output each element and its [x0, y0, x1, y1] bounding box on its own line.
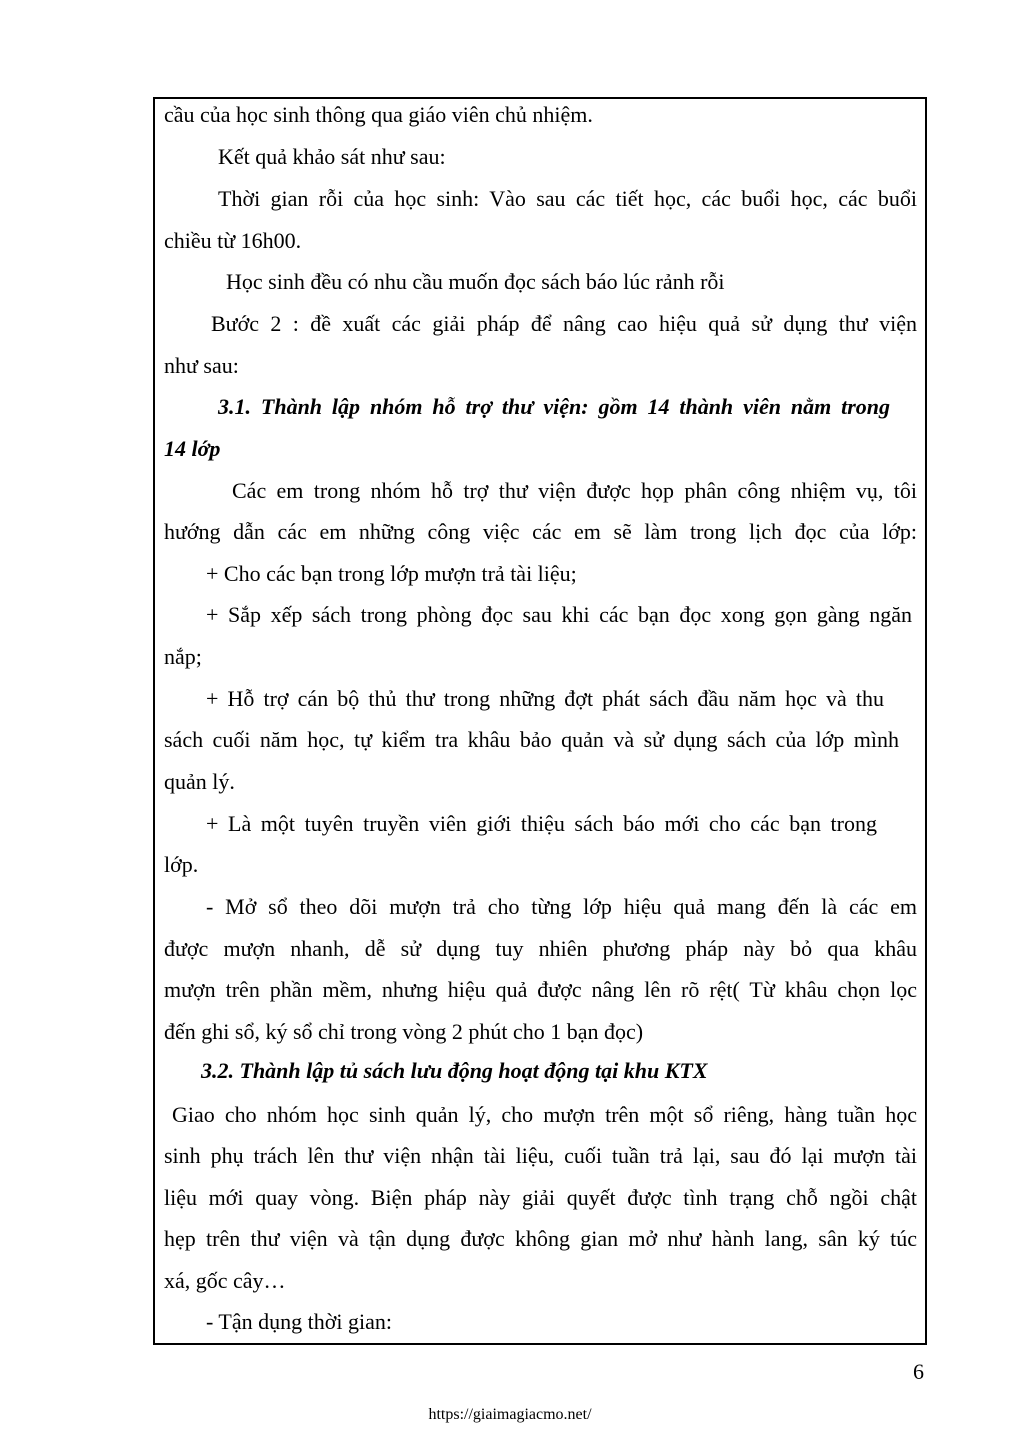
list-item: + Sắp xếp sách trong phòng đọc sau khi các bạn đọc xong gọn gàng ngăn [206, 602, 912, 627]
page-number: 6 [913, 1359, 924, 1384]
list-item: + Cho các bạn trong lớp mượn trả tài liệu; [206, 561, 577, 586]
text-line: sinh phụ trách lên thư viện nhận tài liệu, cuối tuần trả lại, sau đó lại mượn tài [164, 1143, 917, 1168]
text-line: Các em trong nhóm hỗ trợ thư viện được họp phân công nhiệm vụ, tôi [232, 478, 917, 503]
text-line: lớp. [164, 852, 199, 877]
text-line: - Mở sổ theo dõi mượn trả cho từng lớp hiệu quả mang đến là các em [206, 894, 917, 919]
text-line: chiều từ 16h00. [164, 228, 302, 253]
text-line: mượn trên phần mềm, nhưng hiệu quả được nâng lên rõ rệt( Từ khâu chọn lọc [164, 977, 917, 1002]
text-line: Thời gian rỗi của học sinh: Vào sau các tiết học, các buổi học, các buổi [218, 186, 917, 211]
text-line: quản lý. [164, 769, 235, 794]
text-line: - Tận dụng thời gian: [206, 1309, 392, 1334]
text-line: Bước 2 : đề xuất các giải pháp để nâng cao hiệu quả sử dụng thư viện [211, 311, 917, 336]
text-line: Học sinh đều có nhu cầu muốn đọc sách báo lúc rảnh rỗi [226, 269, 725, 294]
text-line: được mượn nhanh, dễ sử dụng tuy nhiên phương pháp này bỏ qua khâu [164, 936, 917, 961]
text-line: sách cuối năm học, tự kiểm tra khâu bảo quản và sử dụng sách của lớp mình [164, 727, 899, 752]
footer-url: https://giaimagiacmo.net/ [428, 1406, 592, 1423]
section-heading-continued: 14 lớp [164, 436, 221, 461]
section-heading: 3.2. Thành lập tủ sách lưu động hoạt động tại khu KTX [201, 1058, 708, 1083]
text-line: hẹp trên thư viện và tận dụng được không gian mở như hành lang, sân ký túc [164, 1226, 917, 1251]
text-line: liệu mới quay vòng. Biện pháp này giải quyết được tình trạng chỗ ngồi chật [164, 1185, 917, 1210]
section-heading: 3.1. Thành lập nhóm hỗ trợ thư viện: gồm 14 thành viên nằm trong [218, 394, 890, 419]
list-item: + Là một tuyên truyền viên giới thiệu sách báo mới cho các bạn trong [206, 811, 877, 836]
text-line: nắp; [164, 644, 202, 669]
text-line: xá, gốc cây… [164, 1268, 286, 1293]
text-line: Kết quả khảo sát như sau: [218, 144, 446, 169]
text-line: hướng dẫn các em những công việc các em sẽ làm trong lịch đọc của lớp: [164, 519, 917, 544]
text-line: cầu của học sinh thông qua giáo viên chủ nhiệm. [164, 102, 593, 127]
text-line: đến ghi sổ, ký sổ chỉ trong vòng 2 phút cho 1 bạn đọc) [164, 1019, 644, 1044]
text-line: như sau: [164, 353, 239, 378]
list-item: + Hỗ trợ cán bộ thủ thư trong những đợt phát sách đầu năm học và thu [206, 686, 884, 711]
text-line: Giao cho nhóm học sinh quản lý, cho mượn trên một sổ riêng, hàng tuần học [172, 1102, 917, 1127]
